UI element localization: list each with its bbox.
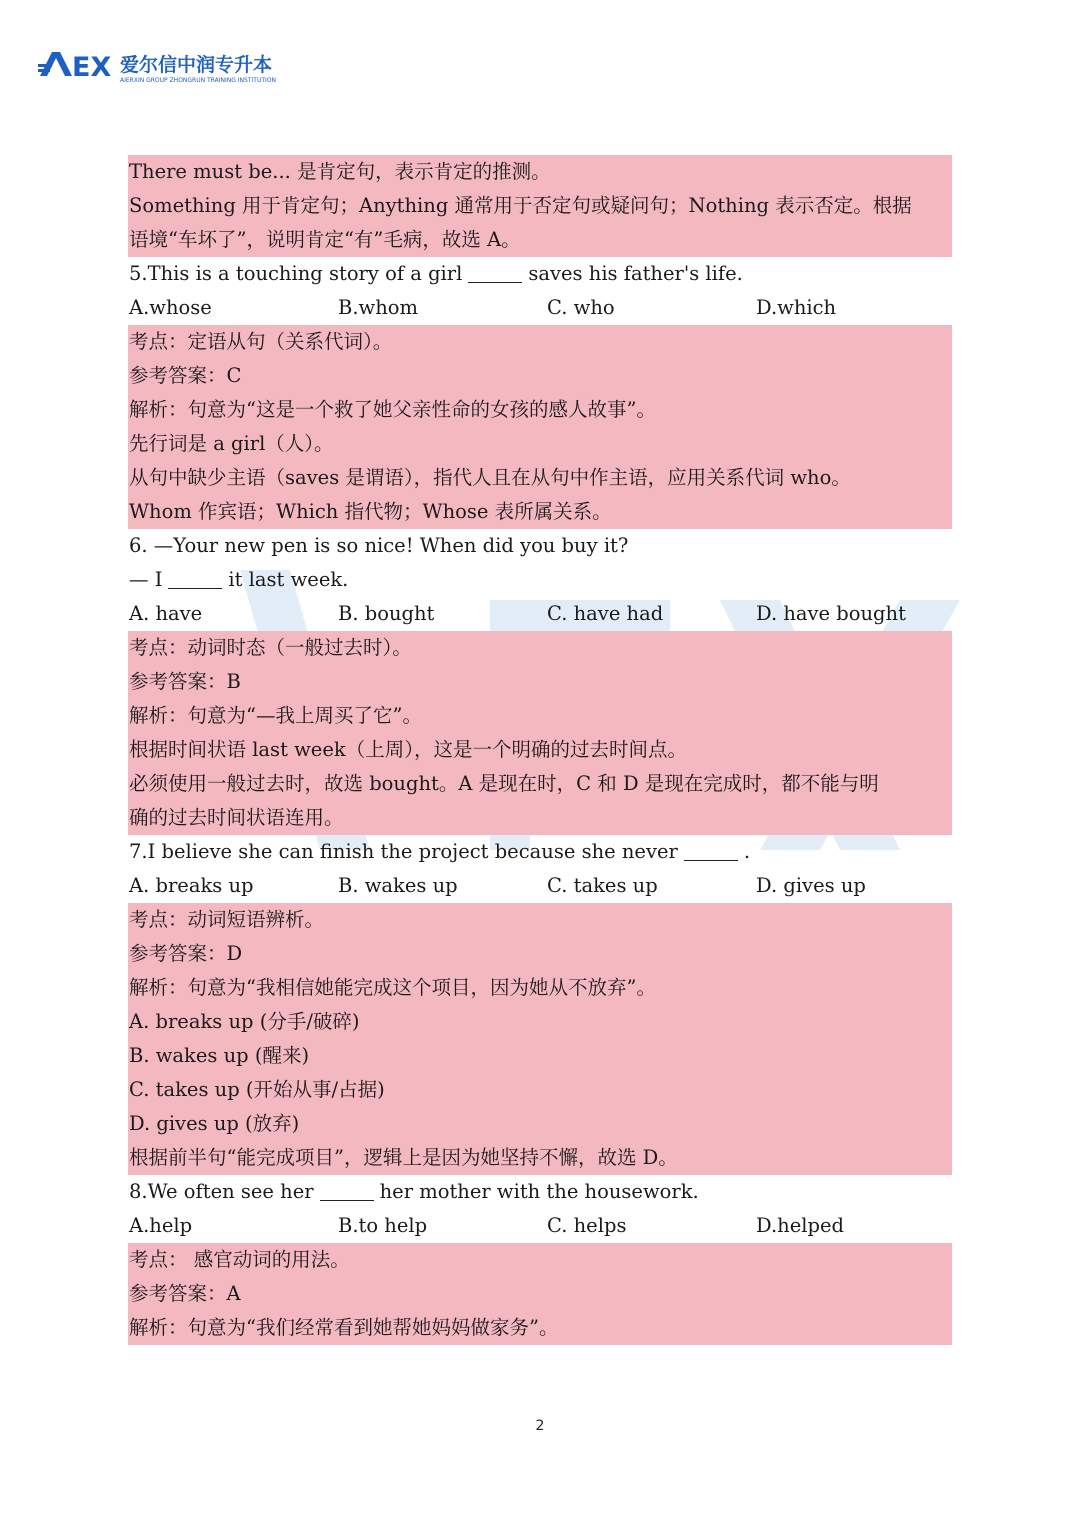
explanation-line: 根据前半句“能完成项目”，逻辑上是因为她坚持不懈，故选 D。 — [129, 1146, 678, 1169]
answer-option: B. bought — [338, 602, 435, 625]
question-stem — [128, 563, 952, 597]
explanation-line: 根据时间状语 last week（上周），这是一个明确的过去时间点。 — [129, 738, 687, 761]
answer-blank — [468, 260, 522, 283]
explanation-line: Something 用于肯定句；Anything 通常用于否定句或疑问句；Nothing 表示否定。根据 — [129, 194, 912, 217]
logo-cn-name: 爱尔信中润专升本 — [120, 54, 273, 76]
explanation-line: 先行词是 a girl（人）。 — [129, 432, 334, 455]
answer-option: A. breaks up — [129, 874, 254, 897]
explanation-line: 参考答案：C — [129, 364, 242, 387]
answer-option: A.help — [129, 1214, 193, 1237]
question-text: 8.We often see her — [129, 1180, 314, 1203]
explanation-line: 语境“车坏了”，说明肯定“有”毛病，故选 A。 — [129, 228, 521, 251]
explanation-line: 考点：定语从句（关系代词）。 — [129, 330, 393, 353]
explanation-line: 解析：句意为“—我上周买了它”。 — [129, 704, 422, 727]
answer-option: D.which — [756, 296, 837, 319]
answer-option: B.to help — [338, 1214, 428, 1237]
explanation-line: A. breaks up (分手/破碎) — [129, 1010, 360, 1033]
explanation-block — [128, 155, 952, 257]
explanation-line: B. wakes up (醒来) — [129, 1044, 310, 1067]
question-text: her mother with the housework. — [379, 1180, 699, 1203]
question-text: . — [743, 840, 751, 863]
explanation-line: D. gives up (放弃) — [129, 1112, 300, 1135]
answer-option: D.helped — [756, 1214, 844, 1237]
question-text: 7.I believe she can finish the project because she never — [129, 840, 678, 863]
logo-en-name: AIERXIN GROUP ZHONGRUN TRAINING INSTITUTION — [120, 77, 276, 84]
answer-options — [128, 597, 952, 631]
explanation-line: 必须使用一般过去时，故选 bought。A 是现在时，C 和 D 是现在完成时，都不能与明 — [129, 772, 879, 795]
explanation-block — [128, 325, 952, 529]
explanation-line: 考点： 感官动词的用法。 — [129, 1248, 350, 1271]
question-text: 5.This is a touching story of a girl — [129, 262, 463, 285]
explanation-line: There must be... 是肯定句，表示肯定的推测。 — [129, 160, 551, 183]
question-text: saves his father's life. — [528, 262, 743, 285]
explanation-line: 参考答案：D — [129, 942, 243, 965]
answer-option: C. takes up — [547, 874, 658, 897]
explanation-line: 参考答案：B — [129, 670, 241, 693]
answer-blank — [320, 1178, 374, 1201]
explanation-line: 解析：句意为“我们经常看到她帮她妈妈做家务”。 — [129, 1316, 559, 1339]
answer-option: C. have had — [547, 602, 664, 625]
answer-option: B. wakes up — [338, 874, 458, 897]
explanation-line: 参考答案：A — [129, 1282, 241, 1305]
question-stem — [128, 1175, 952, 1209]
answer-option: B.whom — [338, 296, 419, 319]
question-stem — [128, 529, 952, 563]
explanation-line: Whom 作宾语；Which 指代物；Whose 表所属关系。 — [129, 500, 612, 523]
question-stem — [128, 835, 952, 869]
explanation-line: 考点：动词时态（一般过去时）。 — [129, 636, 412, 659]
question-stem — [128, 257, 952, 291]
explanation-block — [128, 1243, 952, 1345]
answer-option: D. gives up — [756, 874, 866, 897]
document-body — [128, 155, 952, 1345]
answer-options — [128, 291, 952, 325]
question-text: it last week. — [228, 568, 349, 591]
logo-mark: EX — [72, 52, 112, 83]
answer-option: A. have — [129, 602, 203, 625]
answer-option: C. who — [547, 296, 615, 319]
explanation-block — [128, 903, 952, 1175]
answer-options — [128, 1209, 952, 1243]
answer-blank — [168, 566, 222, 589]
explanation-line: 确的过去时间状语连用。 — [129, 806, 344, 829]
answer-option: C. helps — [547, 1214, 627, 1237]
question-text: 6. —Your new pen is so nice! When did you buy it? — [129, 534, 629, 557]
explanation-line: C. takes up (开始从事/占据) — [129, 1078, 385, 1101]
explanation-line: 考点：动词短语辨析。 — [129, 908, 325, 931]
question-text: — I — [129, 568, 163, 591]
page-number: 2 — [535, 1418, 545, 1434]
explanation-line: 从句中缺少主语（saves 是谓语），指代人且在从句中作主语，应用关系代词 who。 — [129, 466, 851, 489]
explanation-line: 解析：句意为“我相信她能完成这个项目，因为她从不放弃”。 — [129, 976, 656, 999]
answer-options — [128, 869, 952, 903]
brand-logo — [38, 46, 298, 86]
explanation-block — [128, 631, 952, 835]
answer-blank — [684, 838, 738, 861]
answer-option: D. have bought — [756, 602, 906, 625]
explanation-line: 解析：句意为“这是一个救了她父亲性命的女孩的感人故事”。 — [129, 398, 656, 421]
answer-option: A.whose — [129, 296, 212, 319]
